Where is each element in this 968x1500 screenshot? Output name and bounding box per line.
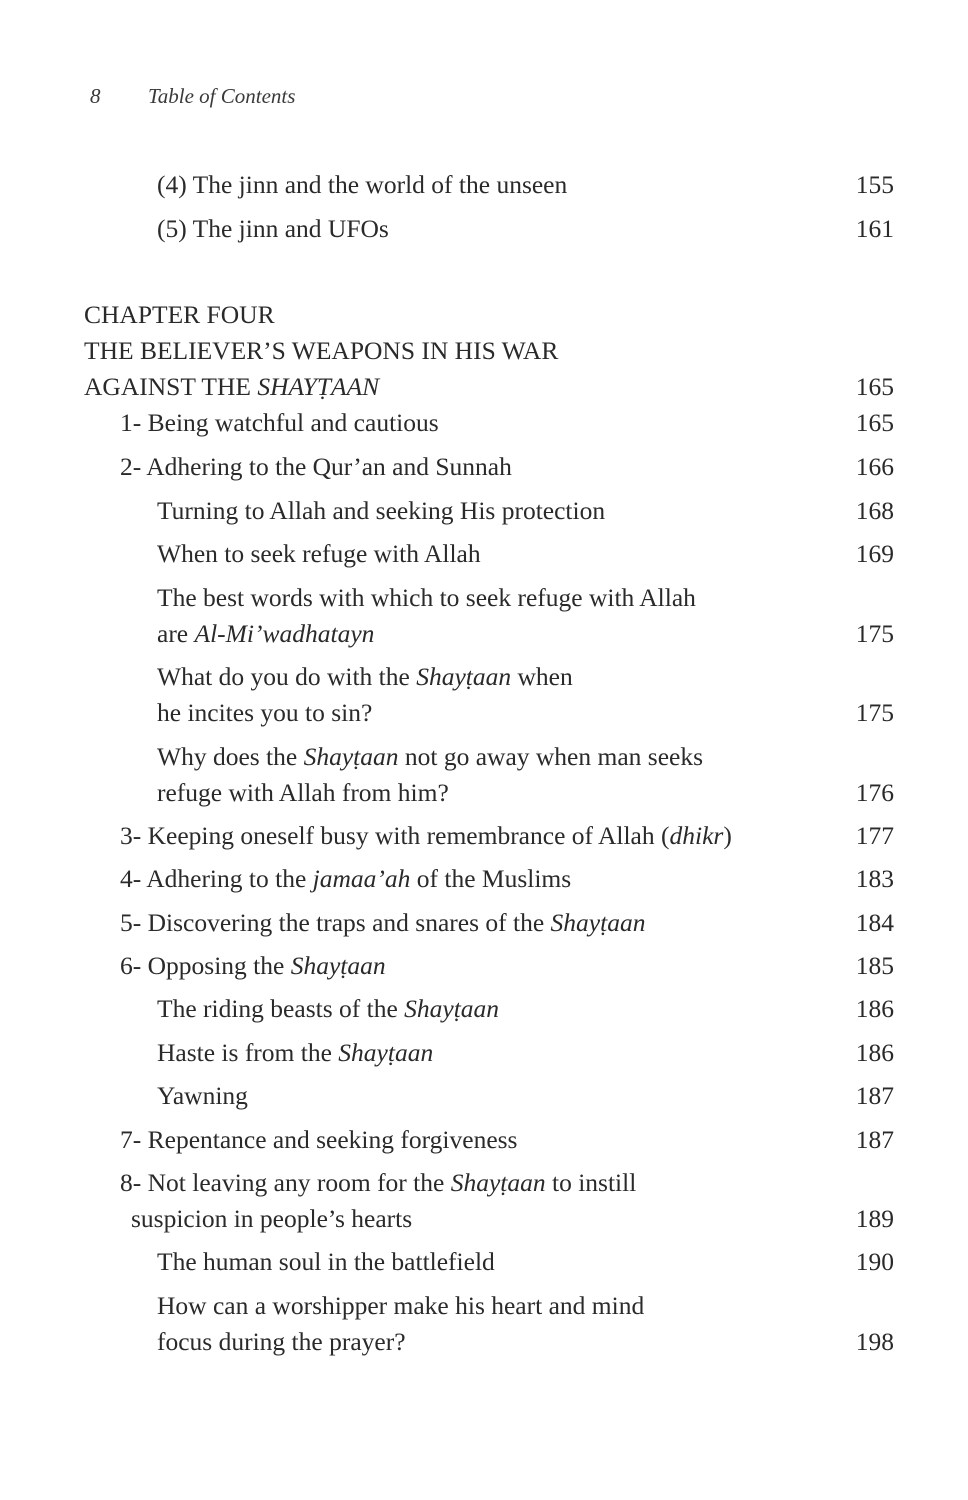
- toc-entry-page: 165: [855, 372, 894, 401]
- running-header: [90, 84, 295, 109]
- page-number: 8: [90, 84, 101, 108]
- header-title: Table of Contents: [148, 84, 296, 108]
- toc-entry-label: (4) The jinn and the world of the unseen: [157, 170, 568, 199]
- toc-entry-page: 155: [855, 170, 894, 199]
- toc-entry-label: (5) The jinn and UFOs: [157, 214, 389, 243]
- toc-entry-page: 161: [855, 214, 894, 243]
